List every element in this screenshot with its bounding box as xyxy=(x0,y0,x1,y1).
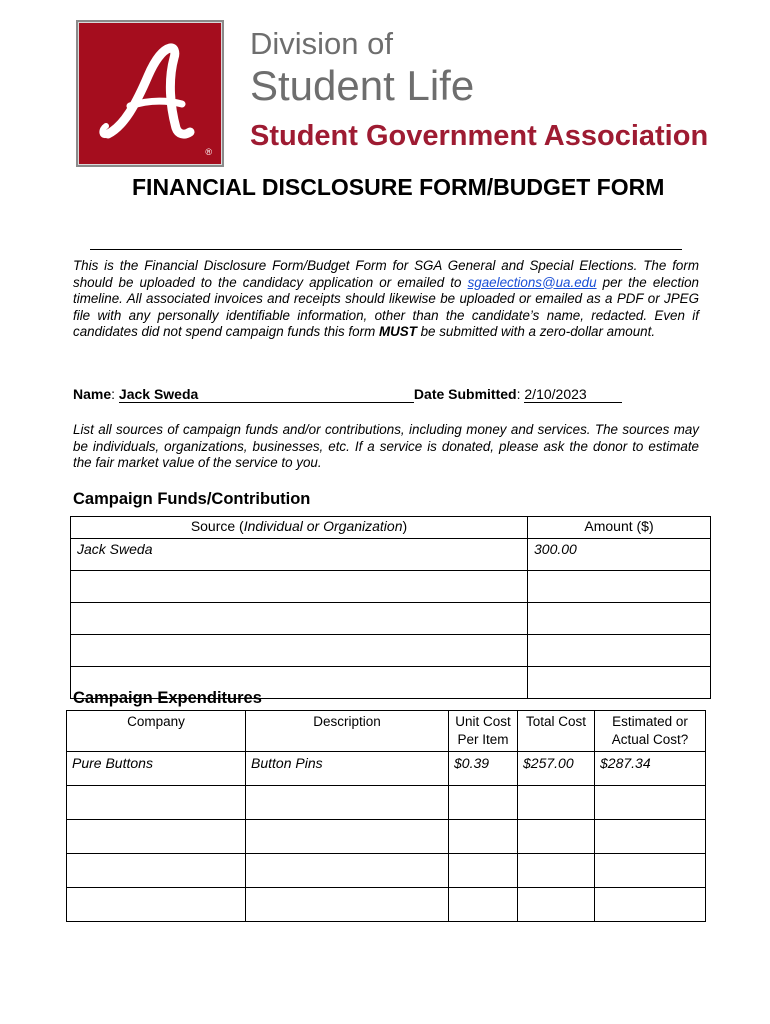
exp-estimated-cell[interactable] xyxy=(595,854,706,888)
funds-header-row xyxy=(71,517,711,539)
table-row xyxy=(67,820,706,854)
exp-col-company: Company xyxy=(67,711,246,752)
exp-unit-cost-cell[interactable] xyxy=(449,854,518,888)
exp-company-cell[interactable] xyxy=(67,820,246,854)
intro-text-1: This is the Financial Disclosure Form/Budget Form for SGA General and Special Elections. The form should be uploaded to the candidacy application or emailed to xyxy=(73,258,699,290)
funds-amount-cell[interactable]: 300.00 xyxy=(528,539,711,571)
exp-col-total-cost: Total Cost xyxy=(518,711,595,752)
table-row xyxy=(71,603,711,635)
email-link[interactable]: sgaelections@ua.edu xyxy=(467,274,597,290)
funds-col-amount: Amount ($) xyxy=(528,517,711,539)
name-date-row: Name: Jack Sweda Date Submitted: 2/10/2023 xyxy=(73,386,703,403)
funds-amount-cell[interactable] xyxy=(528,603,711,635)
brand-student-life: Student Life xyxy=(250,62,475,109)
intro-paragraph xyxy=(73,258,699,341)
instructions-paragraph: List all sources of campaign funds and/or contributions, including money and services. The sources may be individuals, organizations, businesses, etc. If a service is donated, please ask the donor to estimate the fair market value of the service to you. xyxy=(73,422,699,470)
form-title: FINANCIAL DISCLOSURE FORM/BUDGET FORM xyxy=(132,174,665,200)
funds-source-cell[interactable] xyxy=(71,571,528,603)
name-value: Jack Sweda xyxy=(118,386,199,402)
table-row xyxy=(71,539,711,571)
table-row xyxy=(67,888,706,922)
exp-company-cell[interactable] xyxy=(67,854,246,888)
exp-company-cell[interactable]: Pure Buttons xyxy=(67,752,246,786)
exp-description-cell[interactable] xyxy=(246,786,449,820)
exp-col-unit-cost: Unit Cost Per Item xyxy=(449,711,518,752)
funds-amount-cell[interactable] xyxy=(528,635,711,667)
exp-estimated-cell[interactable] xyxy=(595,820,706,854)
university-logo xyxy=(76,20,224,167)
exp-description-cell[interactable] xyxy=(246,820,449,854)
intro-text-2: per the election timeline. All associated invoices and receipts should likewise be uploaded or emailed as a PDF or JPEG file with any personally identifiable information, other than the candidate’s name, redacted. Even if candidates did not spend campaign funds this form xyxy=(73,274,699,339)
exp-estimated-cell[interactable] xyxy=(595,888,706,922)
intro-text-3: be submitted with a zero-dollar amount. xyxy=(416,324,656,339)
expenditures-heading: Campaign Expenditures xyxy=(73,689,262,707)
name-field[interactable] xyxy=(119,386,414,403)
funds-source-cell[interactable] xyxy=(71,603,528,635)
funds-amount-cell[interactable] xyxy=(528,571,711,603)
table-row xyxy=(71,635,711,667)
date-field[interactable]: 2/10/2023 xyxy=(524,386,622,403)
exp-total-cost-cell[interactable] xyxy=(518,786,595,820)
exp-description-cell[interactable] xyxy=(246,888,449,922)
exp-description-cell[interactable] xyxy=(246,854,449,888)
funds-source-cell[interactable]: Jack Sweda xyxy=(71,539,528,571)
exp-unit-cost-cell[interactable] xyxy=(449,888,518,922)
table-row xyxy=(67,752,706,786)
exp-estimated-cell[interactable] xyxy=(595,786,706,820)
funds-source-cell[interactable] xyxy=(71,635,528,667)
brand-division: Division of xyxy=(250,26,393,61)
exp-total-cost-cell[interactable] xyxy=(518,820,595,854)
exp-total-cost-cell[interactable] xyxy=(518,888,595,922)
exp-total-cost-cell[interactable] xyxy=(518,854,595,888)
funds-table xyxy=(70,516,711,699)
intro-must: MUST xyxy=(378,324,417,339)
expenditures-table xyxy=(66,710,706,922)
funds-heading: Campaign Funds/Contribution xyxy=(73,490,311,508)
brand-sga: Student Government Association xyxy=(250,120,709,152)
script-a-icon xyxy=(90,34,210,154)
registered-mark: ® xyxy=(205,147,212,157)
exp-unit-cost-cell[interactable] xyxy=(449,786,518,820)
funds-col-source: Source (Individual or Organization) xyxy=(71,517,528,539)
exp-company-cell[interactable] xyxy=(67,786,246,820)
exp-total-cost-cell[interactable]: $257.00 xyxy=(518,752,595,786)
expenditures-header-row xyxy=(67,711,706,752)
exp-col-estimated: Estimated or Actual Cost? xyxy=(595,711,706,752)
date-label: Date Submitted xyxy=(413,386,517,402)
exp-company-cell[interactable] xyxy=(67,888,246,922)
exp-unit-cost-cell[interactable] xyxy=(449,820,518,854)
table-row xyxy=(67,854,706,888)
table-row xyxy=(67,786,706,820)
name-label: Name xyxy=(73,386,112,402)
exp-col-description: Description xyxy=(246,711,449,752)
exp-unit-cost-cell[interactable]: $0.39 xyxy=(449,752,518,786)
table-row xyxy=(71,571,711,603)
exp-estimated-cell[interactable]: $287.34 xyxy=(595,752,706,786)
exp-description-cell[interactable]: Button Pins xyxy=(246,752,449,786)
title-divider xyxy=(90,249,682,250)
funds-amount-cell[interactable] xyxy=(528,667,711,699)
